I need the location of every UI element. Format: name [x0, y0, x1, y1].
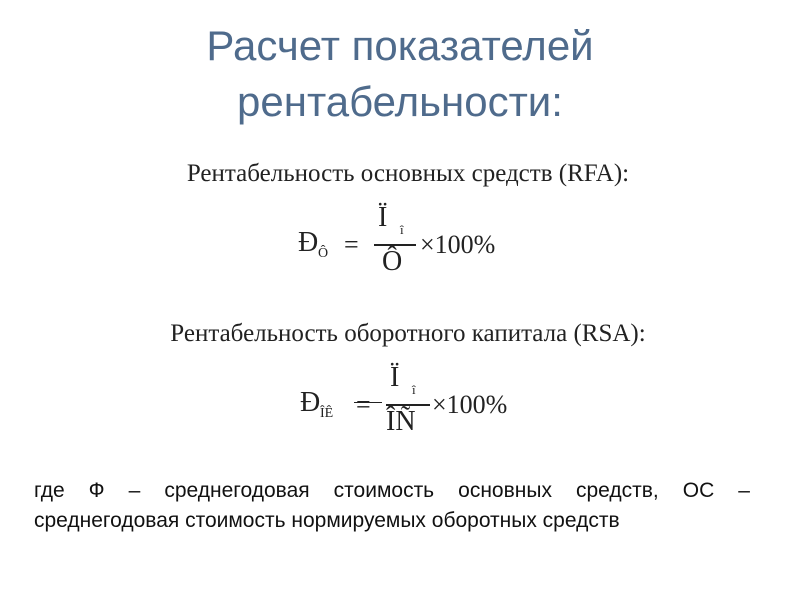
formula-rfa-equals: = — [344, 230, 359, 259]
formula-rsa-denominator: ÎÑ — [386, 406, 416, 437]
formula-rfa-numerator: Ï — [378, 202, 388, 233]
formula-rfa-multiplier: ×100% — [420, 230, 496, 259]
footnote-definitions: где Ф – среднегодовая стоимость основных средств, ОС – среднегодовая стоимость нормируемых оборотных средств — [34, 479, 750, 532]
section-heading-rfa: Рентабельность основных средств (RFA): — [186, 160, 630, 187]
slide-title — [0, 18, 800, 130]
formula-rsa-equals: = — [356, 390, 371, 419]
formula-rfa-denominator: Ô — [382, 246, 403, 277]
formula-rsa-numerator: Ï — [390, 362, 400, 393]
formula-rsa — [300, 362, 540, 446]
formula-rsa-numerator-subscript: î — [412, 382, 416, 397]
section-heading-rsa: Рентабельность оборотного капитала (RSA): — [170, 320, 646, 347]
formula-rsa-bar-extension — [354, 402, 382, 403]
formula-rfa — [298, 202, 538, 286]
formula-rfa-lhs-subscript: Ô — [318, 246, 329, 261]
formula-rsa-lhs-subscript: ÎÊ — [320, 406, 334, 421]
slide-title-line-2: рентабельности: — [237, 78, 563, 125]
formula-rsa-lhs: Ð — [300, 387, 321, 418]
formula-rfa-lhs: Ð — [298, 227, 319, 258]
slide-title-line-1: Расчет показателей — [206, 22, 594, 69]
formula-rsa-multiplier: ×100% — [432, 390, 508, 419]
formula-rfa-numerator-subscript: î — [400, 222, 404, 237]
